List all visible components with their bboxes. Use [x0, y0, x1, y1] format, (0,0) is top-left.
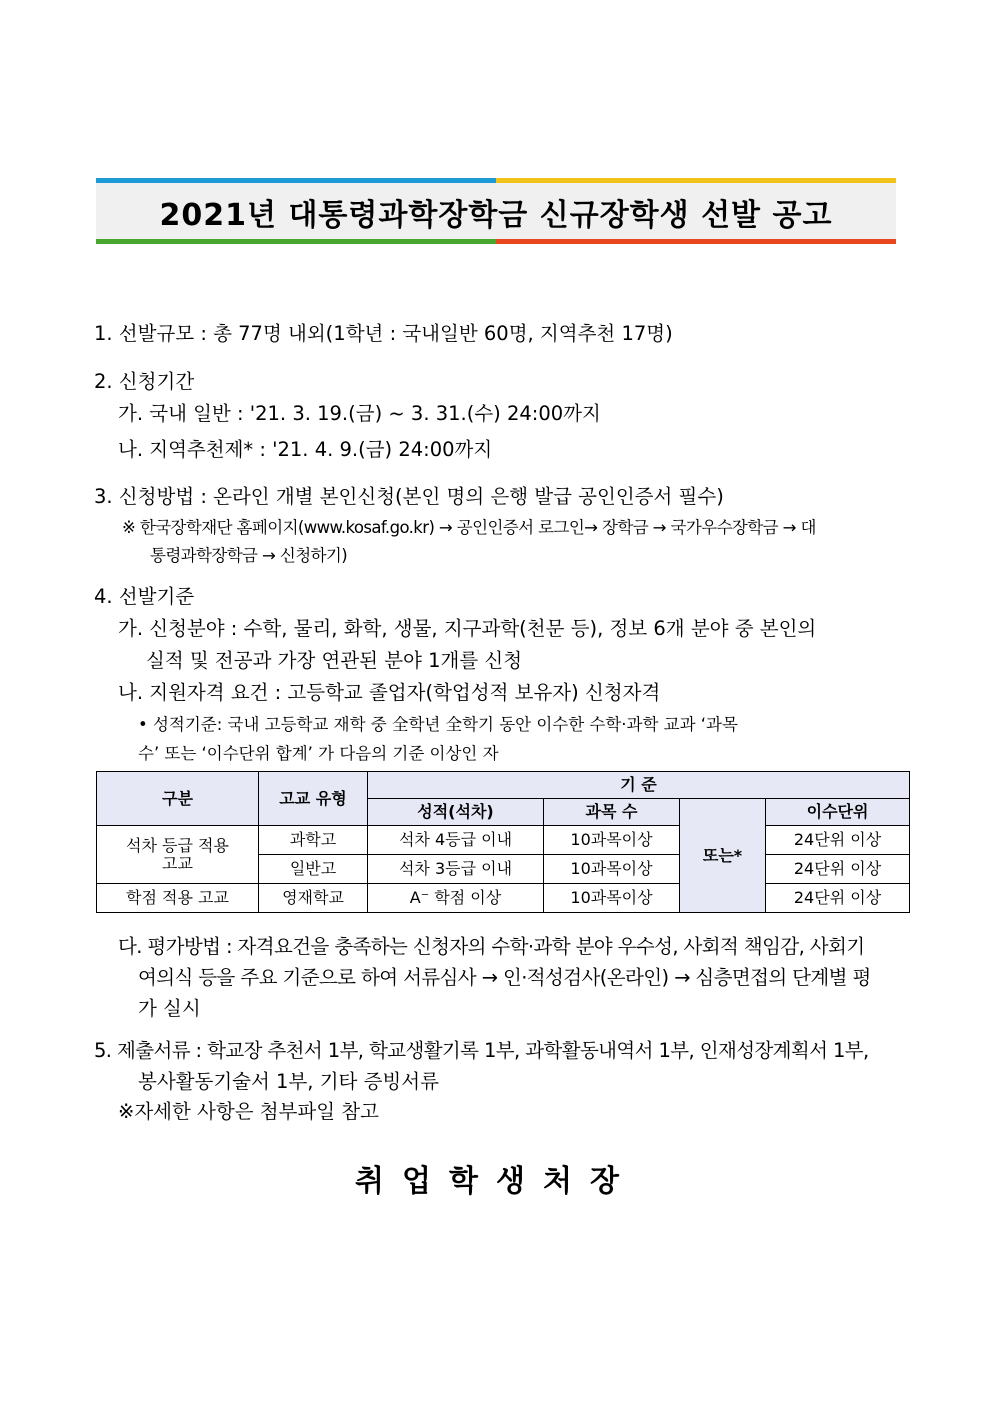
group-credit-based: 학점 적용 고교	[97, 884, 259, 913]
title-banner	[96, 178, 896, 244]
row-subjects: 10과목이상	[544, 826, 680, 855]
page-title: 2021년 대통령과학장학금 신규장학생 선발 공고	[159, 198, 833, 233]
group-rank-based: 석차 등급 적용 고교	[97, 826, 259, 884]
apply-note-line2: 통령과학장학금 → 신청하기)	[150, 546, 348, 565]
documents-line1: 5. 제출서류 : 학교장 추천서 1부, 학교생활기록 1부, 과학활동내역서 1부, 인재성장계획서 1부,	[94, 1039, 869, 1062]
banner-bar-green	[96, 239, 496, 244]
row-subjects: 10과목이상	[544, 855, 680, 884]
header-units: 이수단위	[766, 799, 910, 826]
grade-criteria-line2: 수’ 또는 ‘이수단위 합계’ 가 다음의 기준 이상인 자	[138, 744, 499, 763]
section-4-heading: 4. 선발기준	[94, 585, 195, 608]
row-type: 일반고	[259, 855, 368, 884]
header-grade: 성적(석차)	[368, 799, 544, 826]
evaluation-line3: 가 실시	[138, 997, 201, 1020]
banner-bar-yellow	[496, 178, 896, 183]
header-criteria: 기 준	[368, 772, 910, 799]
header-school-type: 고교 유형	[259, 772, 368, 826]
period-regional: 나. 지역추천제* : '21. 4. 9.(금) 24:00까지	[118, 438, 493, 461]
row-units: 24단위 이상	[766, 855, 910, 884]
row-type: 과학고	[259, 826, 368, 855]
grade-criteria-line1: • 성적기준: 국내 고등학교 재학 중 全학년 全학기 동안 이수한 수학·과학 교과 ‘과목	[138, 715, 738, 734]
header-category: 구분	[97, 772, 259, 826]
evaluation-line2: 여의식 등을 주요 기준으로 하여 서류심사 → 인·적성검사(온라인) → 심층면접의 단계별 평	[138, 966, 871, 989]
documents-line2: 봉사활동기술서 1부, 기타 증빙서류	[138, 1070, 439, 1093]
eligibility-line: 나. 지원자격 요건 : 고등학교 졸업자(학업성적 보유자) 신청자격	[118, 681, 661, 704]
row-units: 24단위 이상	[766, 826, 910, 855]
row-grade: 석차 3등급 이내	[368, 855, 544, 884]
row-grade: A⁻ 학점 이상	[368, 884, 544, 913]
or-label: 또는*	[680, 799, 766, 913]
apply-note-line1: ※ 한국장학재단 홈페이지(www.kosaf.go.kr) → 공인인증서 로그인→ 장학금 → 국가우수장학금 → 대	[122, 518, 816, 537]
field-line2: 실적 및 전공과 가장 연관된 분야 1개를 신청	[146, 649, 523, 672]
section-2-heading: 2. 신청기간	[94, 370, 195, 393]
header-subjects: 과목 수	[544, 799, 680, 826]
period-general: 가. 국내 일반 : '21. 3. 19.(금) ~ 3. 31.(수) 24:00까지	[118, 402, 601, 425]
row-grade: 석차 4등급 이내	[368, 826, 544, 855]
banner-bar-red	[496, 239, 896, 244]
criteria-table	[96, 771, 910, 913]
table-row	[97, 826, 910, 855]
row-units: 24단위 이상	[766, 884, 910, 913]
row-subjects: 10과목이상	[544, 884, 680, 913]
documents-note: ※자세한 사항은 첨부파일 참고	[118, 1100, 379, 1123]
banner-bar-blue	[96, 178, 496, 183]
field-line1: 가. 신청분야 : 수학, 물리, 화학, 생물, 지구과학(천문 등), 정보 6개 분야 중 본인의	[118, 617, 817, 640]
section-3-heading: 3. 신청방법 : 온라인 개별 본인신청(본인 명의 은행 발급 공인인증서 필수)	[94, 485, 724, 508]
row-type: 영재학교	[259, 884, 368, 913]
section-1-scale: 1. 선발규모 : 총 77명 내외(1학년 : 국내일반 60명, 지역추천 17명)	[94, 322, 673, 345]
evaluation-line1: 다. 평가방법 : 자격요건을 충족하는 신청자의 수학·과학 분야 우수성, 사회적 책임감, 사회기	[118, 935, 865, 958]
issuer-signature: 취업학생처장	[355, 1164, 637, 1199]
table-row	[97, 884, 910, 913]
